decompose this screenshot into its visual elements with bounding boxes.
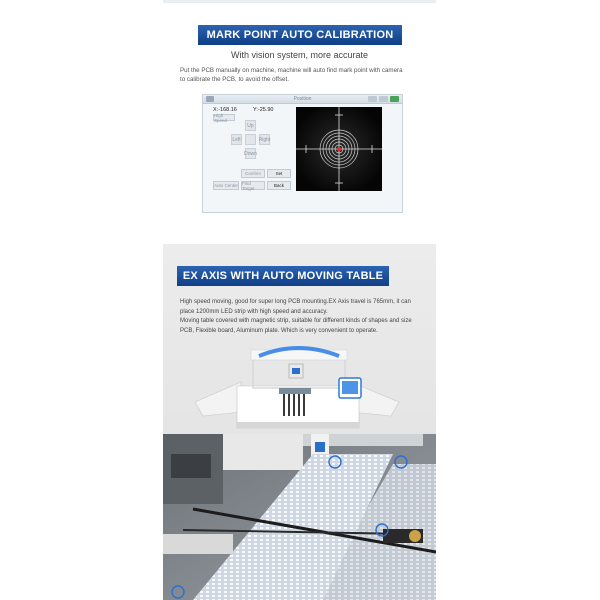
auto-center-button[interactable]: Auto Center <box>214 183 239 188</box>
description-line: PCB, Flexible board, Aluminum plate. Which is very convenient to operate. <box>180 327 378 334</box>
confirm-button[interactable]: Confirm <box>241 169 265 178</box>
description-line: place 1200mm LED strip with high speed and accuracy. <box>180 308 328 315</box>
machine-image <box>193 342 403 434</box>
back-button[interactable]: Back <box>267 181 291 190</box>
set-button[interactable]: Set <box>267 169 291 178</box>
description-line: High speed moving, good for super long PCB mounting.EX Axis travel is 765mm, it can <box>180 299 411 305</box>
arrow-up-icon[interactable]: Up <box>245 120 256 131</box>
speed-button[interactable]: High Speed <box>213 114 235 121</box>
ex-axis-banner <box>177 266 389 286</box>
production-photo <box>163 434 436 600</box>
arrow-right-icon[interactable]: Right <box>259 134 270 145</box>
arrow-down-icon[interactable]: Down <box>245 148 256 159</box>
window-title: Position <box>293 96 312 102</box>
camera-view <box>296 107 382 191</box>
ex-axis-title: EX AXIS WITH AUTO MOVING TABLE <box>182 270 384 282</box>
ex-axis-description <box>180 298 425 336</box>
arrow-left-icon[interactable]: Left <box>231 134 242 145</box>
ex-axis-section <box>163 244 436 600</box>
mark-point-banner <box>198 25 402 45</box>
close-icon[interactable] <box>390 96 399 102</box>
led-strip-photo <box>163 434 436 600</box>
maximize-button[interactable] <box>379 96 388 102</box>
description-line: Moving table covered with magnetic strip, suitable for different kinds of shapes and size <box>180 318 412 324</box>
window-controls <box>368 96 399 102</box>
x-coordinate: X:-168.16 <box>213 107 237 113</box>
description-line: to calibrate the PCB, to avoid the offset. <box>180 76 289 83</box>
find-target-button[interactable]: Find Target <box>241 181 265 190</box>
camera-crosshair-icon <box>296 107 382 191</box>
calibration-window <box>202 94 403 213</box>
center-button[interactable] <box>245 134 256 145</box>
description-line: Put the PCB manually on machine, machine will auto find mark point with camera <box>180 67 403 74</box>
top-divider <box>163 0 436 3</box>
mark-point-subtitle: With vision system, more accurate <box>230 50 369 60</box>
mark-point-description <box>180 66 425 84</box>
minimize-button[interactable] <box>368 96 377 102</box>
mark-point-title: MARK POINT AUTO CALIBRATION <box>206 29 394 41</box>
y-coordinate: Y:-25.90 <box>253 107 274 113</box>
window-titlebar <box>203 95 402 104</box>
